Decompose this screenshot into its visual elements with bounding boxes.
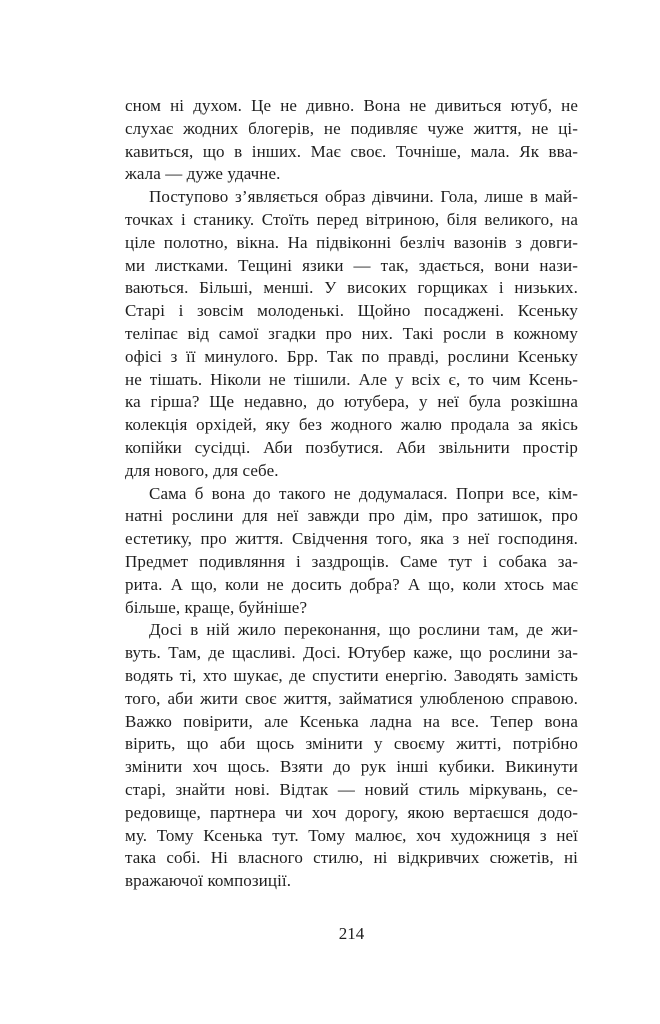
text-line: Важко повірити, але Ксенька ладна на все. Тепер вона xyxy=(125,711,578,731)
text-line: рита. А що, коли не досить добра? А що, коли хтось має xyxy=(125,574,578,594)
paragraph xyxy=(125,95,578,186)
text-line: кавиться, що в інших. Має своє. Точніше, мала. Як вва- xyxy=(125,141,578,161)
text-line: жала — дуже удачне. xyxy=(125,164,281,184)
paragraph xyxy=(125,483,578,620)
text-line: Старі і зовсім молоденькі. Щойно посаджені. Ксеньку xyxy=(125,301,578,321)
paragraph xyxy=(125,619,578,893)
text-line: Сама б вона до такого не додумалася. Попри все, кім- xyxy=(149,483,578,503)
text-line: того, аби жити своє життя, займатися улюбленою справою. xyxy=(125,688,578,708)
text-line: ваються. Більші, менші. У високих горщиках і низьких. xyxy=(125,278,578,298)
text-line: змінити хоч щось. Взяти до рук інші кубики. Викинути xyxy=(125,757,578,777)
paragraph xyxy=(125,186,578,482)
text-line: старі, знайти нові. Відтак — новий стиль міркувань, се- xyxy=(125,779,578,799)
text-line: не тішать. Ніколи не тішили. Але у всіх є, то чим Ксень- xyxy=(125,369,578,389)
text-line: ми листками. Тещині язики — так, здається, вони нази- xyxy=(125,255,578,275)
text-line: натні рослини для неї завжди про дім, про затишок, про xyxy=(125,506,578,526)
text-line: редовище, партнера чи хоч дорогу, якою вертаєшся додо- xyxy=(125,802,578,822)
page-number: 214 xyxy=(338,924,365,943)
text-line: вірить, що аби щось змінити у своєму житті, потрібно xyxy=(125,734,578,754)
text-line: для нового, для себе. xyxy=(125,460,279,480)
text-line: Предмет подивляння і заздрощів. Саме тут і собака за- xyxy=(125,551,578,571)
page-text xyxy=(125,95,578,893)
text-line: копійки сусідці. Аби позбутися. Аби звільнити простір xyxy=(125,437,578,457)
text-line: теліпає від самої згадки про них. Такі росли в кожному xyxy=(125,323,578,343)
text-line: сном ні духом. Це не дивно. Вона не дивиться ютуб, не xyxy=(125,96,578,115)
text-line: вуть. Там, де щасливі. Досі. Ютубер каже, що рослини за- xyxy=(125,643,578,663)
text-line: ка гірша? Ще недавно, до ютубера, у неї була розкішна xyxy=(125,392,578,412)
text-line: ціле полотно, вікна. На підвіконні безліч вазонів з довги- xyxy=(125,232,578,252)
text-line: точках і станику. Стоїть перед вітриною, біля великого, на xyxy=(125,209,578,229)
text-line: слухає жодних блогерів, не подивляє чуже життя, не ці- xyxy=(125,118,578,138)
text-line: Досі в ній жило переконання, що рослини там, де жи- xyxy=(149,620,578,640)
text-line: колекція орхідей, яку без жодного жалю продала за якісь xyxy=(125,415,578,435)
text-line: офісі з її минулого. Брр. Так по правді, рослини Ксеньку xyxy=(125,346,578,366)
text-line: му. Тому Ксенька тут. Тому малює, хоч художниця з неї xyxy=(125,825,578,845)
text-line: естетику, про життя. Свідчення того, яка з неї господиня. xyxy=(125,529,578,549)
text-line: Поступово з’являється образ дівчини. Гола, лише в май- xyxy=(149,187,578,207)
text-line: водять ті, хто шукає, де спустити енергію. Заводять замість xyxy=(125,665,578,685)
text-line: вражаючої композиції. xyxy=(125,871,292,891)
text-line: така собі. Ні власного стилю, ні відкривчих сюжетів, ні xyxy=(125,848,578,868)
text-line: більше, краще, буйніше? xyxy=(125,597,308,617)
